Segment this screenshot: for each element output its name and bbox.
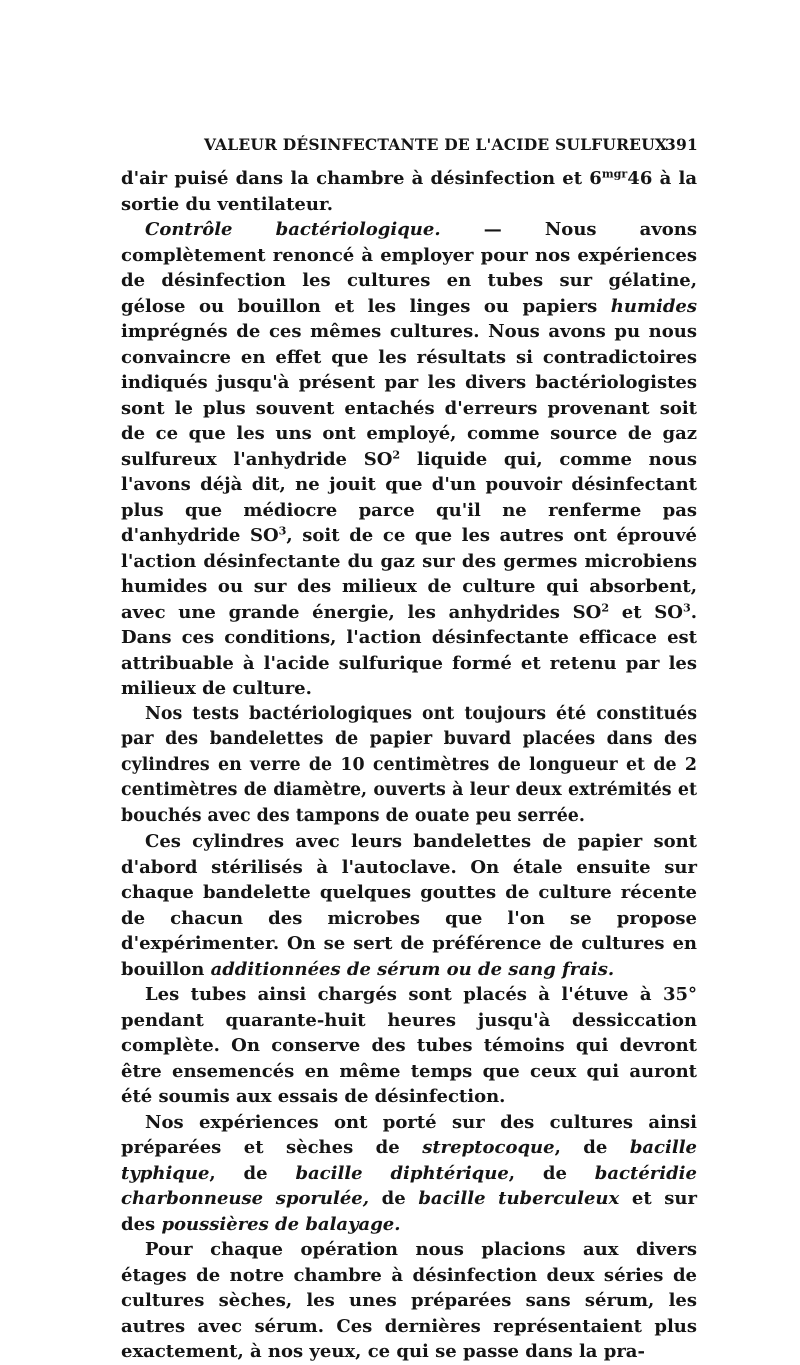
superscript: 2 (392, 447, 401, 461)
italic-text: poussières de balayage. (161, 1213, 401, 1235)
italic-text: additionnées de sérum ou de sang frais. (210, 958, 615, 980)
italic-text: bacille typhique (121, 1137, 697, 1184)
italic-text: bacille tuberculeux (418, 1188, 620, 1209)
body-text (121, 166, 697, 1365)
text-run: Pour chaque opération nous placions aux divers étages de notre chambre à désinfection deux séries de cultures sèches, les unes préparées sans sérum, les autres avec sérum. Ces dernières représentaient plus exactement, à nos yeux, ce qui se passe dans la pra- (121, 1239, 697, 1362)
text-run: Nos expériences ont porté sur des cultures ainsi préparées et sèches de (121, 1111, 697, 1158)
text-run: Ces cylindres avec leurs bandelettes de papier sont d'abord stérilisés à l'autoclave. On étale ensuite sur chaque bandelette quelques gouttes de culture récente de chacun des microbes que l'on se propose d'expérimenter. On se sert de préférence de cultures en bouillon (121, 831, 697, 980)
text-run: . Dans ces conditions, l'action désinfectante efficace est attribuable à l'acide sulfurique formé et retenu par les milieux de culture. (121, 601, 697, 699)
page-number: 391 (665, 135, 698, 154)
paragraph (121, 166, 697, 217)
paragraph (121, 982, 697, 1110)
text-run: — Nous avons complètement renoncé à employer pour nos expériences de désinfection les cultures en tubes sur gélatine, gélose ou bouillon et les linges ou papiers (121, 219, 698, 317)
text-run: 46 à la sortie du ventilateur. (121, 168, 697, 215)
paragraph (121, 217, 697, 702)
text-run: imprégnés de ces mêmes cultures. Nous avons pu nous convaincre en effet que les résultats si contradictoires indiqués jusqu'à présent par les divers bactériologistes sont le plus souvent entachés d'erreurs provenant soit de ce que les uns ont employé, comme source de gaz sulfureux l'anhydride SO (121, 321, 697, 470)
paragraph (121, 829, 697, 982)
running-header (204, 131, 698, 155)
italic-text: humides (610, 295, 697, 317)
italic-text: streptocoque (422, 1137, 555, 1158)
text-run: de (369, 1188, 419, 1209)
text-run: , de (554, 1137, 630, 1158)
italic-text: bacille diphtérique (295, 1162, 509, 1184)
running-title: VALEUR DÉSINFECTANTE DE L'ACIDE SULFUREUX (204, 135, 668, 154)
text-run: liquide qui, comme nous l'avons déjà dit, ne jouit que d'un pouvoir désinfectant plus que médiocre parce qu'il ne renferme pas d'anhydride SO (121, 448, 697, 546)
text-run: , de (508, 1162, 595, 1184)
text-run: Nos tests bactériologiques ont toujours été constitués par des bandelettes de papier buvard placées dans des cylindres en verre de 10 centimètres de longueur et de 2 centimètres de diamètre, ouverts à leur deux extrémités et bouchés avec des tampons de ouate peu serrée. (121, 703, 697, 826)
italic-text: Contrôle bactériologique. (145, 219, 441, 240)
text-run: d'air puisé dans la chambre à désinfection et 6 (121, 168, 602, 189)
text-run: , de (209, 1162, 296, 1184)
paragraph (121, 702, 697, 830)
text-run: et sur des (121, 1188, 697, 1235)
superscript: 3 (682, 600, 691, 614)
paragraph (121, 1110, 697, 1238)
superscript: 2 (601, 600, 610, 614)
text-run: et SO (609, 601, 683, 623)
text-run: Les tubes ainsi chargés sont placés à l'étuve à 35° pendant quarante-huit heures jusqu'à dessiccation complète. On conserve des tubes témoins qui devront être ensemencés en même temps que ceux qui auront été soumis aux essais de désinfection. (121, 984, 697, 1107)
superscript: mgr (601, 167, 628, 181)
italic-text: bactéridie charbonneuse sporulée, (121, 1162, 697, 1209)
text-run: , soit de ce que les autres ont éprouvé l'action désinfectante du gaz sur des germes microbiens humides ou sur des milieux de culture qui absorbent, avec une grande énergie, les anhydrides SO (121, 525, 697, 623)
superscript: 3 (278, 524, 287, 538)
paragraph (121, 1237, 697, 1365)
